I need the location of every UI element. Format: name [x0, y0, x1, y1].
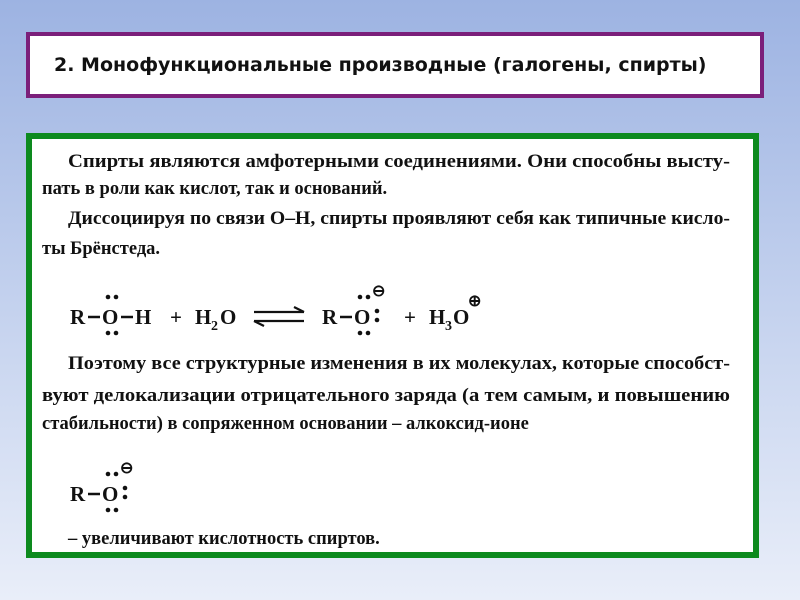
para1-line1: Спирты являются амфотерными соединениями. Они способны высту-	[68, 152, 730, 172]
eq-product-r: R	[322, 305, 338, 329]
eq-hydronium-sub: 3	[445, 319, 452, 334]
content-box	[26, 133, 759, 558]
eq-reactant-h: H	[135, 305, 152, 329]
eq-product-o: O	[354, 305, 371, 329]
title-box	[26, 32, 764, 98]
para3-line2: вуют делокализации отрицательного заряда (а тем самым, и повышению	[42, 386, 730, 406]
eq-product-charge: ⊖	[372, 283, 386, 300]
eq-reactant-o: O	[102, 305, 119, 329]
conclusion-text: – увеличивают кислотность спиртов.	[68, 529, 380, 549]
eq-water-o: O	[220, 305, 237, 329]
eq-reactant-r: R	[70, 305, 86, 329]
alkoxide-r: R	[70, 482, 86, 506]
eq-plus-2: +	[404, 305, 416, 329]
para1-line2: пать в роли как кислот, так и оснований.	[42, 179, 388, 199]
dissociation-equation	[70, 283, 481, 335]
para3-line1: Поэтому все структурные изменения в их молекулах, которые способст-	[68, 354, 730, 374]
eq-water-h: H	[195, 305, 212, 329]
alkoxide-charge: ⊖	[120, 460, 134, 477]
eq-plus-1: +	[170, 305, 182, 329]
para3-line3: стабильности) в сопряженном основании – алкоксид-ионе	[42, 414, 529, 434]
content-canvas	[32, 139, 753, 552]
para2-line1: Диссоциируя по связи О–Н, спирты проявляют себя как типичные кисло-	[68, 209, 730, 229]
eq-hydronium-h: H	[429, 305, 446, 329]
eq-hydronium-o: O	[453, 305, 470, 329]
equilibrium-arrows	[254, 307, 304, 326]
eq-hydronium-charge: ⊕	[468, 293, 482, 310]
alkoxide-ion	[70, 460, 133, 512]
para2-line2: ты Брёнстеда.	[42, 239, 161, 259]
alkoxide-o: O	[102, 482, 119, 506]
eq-water-sub: 2	[211, 319, 218, 334]
slide-title: 2. Монофункциональные производные (галогены, спирты)	[54, 54, 707, 76]
